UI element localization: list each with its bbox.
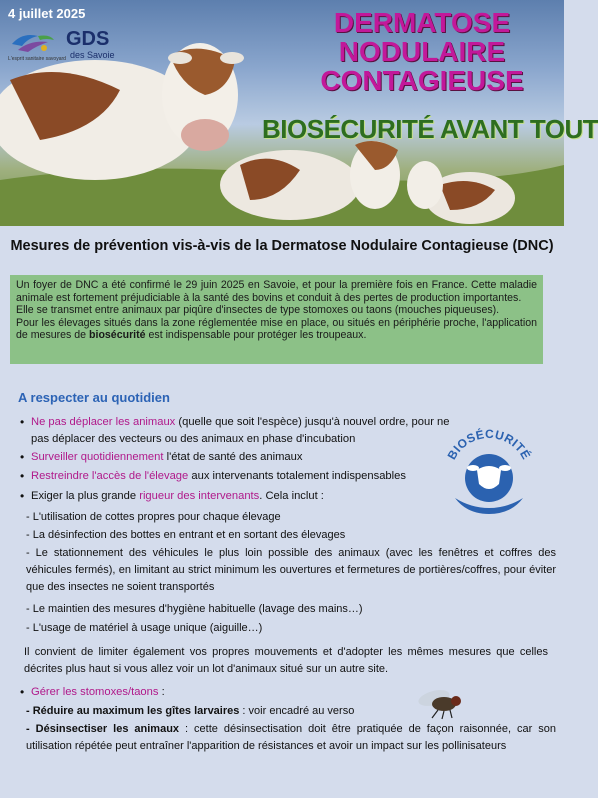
fly-icon: [412, 684, 464, 720]
section-heading: A respecter au quotidien: [18, 390, 170, 405]
bullet-1-line-2: pas déplacer des vecteurs ou des animaux en phase d'incubation: [31, 433, 356, 445]
intro-box: [10, 275, 543, 364]
rule-bottes: - La désinfection des bottes en entrant et en sortant des élevages: [26, 529, 346, 541]
stomoxes-title: Gérer les stomoxes/taons: [31, 686, 159, 698]
bullet-4-text: [31, 488, 324, 504]
rule-gites-bold: - Réduire au maximum les gîtes larvaires: [26, 705, 240, 717]
bullet-3-text: [31, 468, 406, 484]
bullet-3-rest: aux intervenants totalement indispensables: [188, 470, 406, 482]
logo-savoie-text: des Savoie: [70, 50, 115, 60]
title-line-1: DERMATOSE: [333, 7, 511, 38]
bullet-2-highlight: Surveiller quotidiennement: [31, 451, 164, 463]
stomoxes-heading: [31, 684, 165, 700]
bullet-3-highlight: Restreindre l'accès de l'élevage: [31, 470, 189, 482]
gds-logo-icon: [8, 30, 56, 56]
title-line-3: CONTAGIEUSE: [320, 65, 524, 96]
intro-p3-start: Pour les élevages situés dans la zone réglementée mise en place, ou situés en périphérie proche, l'application de mesures de: [16, 316, 537, 342]
rule-gites-rest: : voir encadré au verso: [239, 705, 355, 717]
bullet-4-end: . Cela inclut :: [259, 490, 324, 502]
intro-p3-bold: biosécurité: [89, 329, 146, 342]
header-banner: [0, 0, 598, 226]
stomoxes-colon: :: [158, 686, 165, 698]
document-subtitle: Mesures de prévention vis-à-vis de la Dermatose Nodulaire Contagieuse (DNC): [10, 238, 554, 254]
biosecurity-badge-icon: [437, 418, 541, 518]
slogan: BIOSÉCURITÉ AVANT TOUT: [262, 114, 598, 144]
main-title: [302, 8, 542, 95]
bullet-icon: •: [20, 415, 25, 429]
bullet-icon: •: [20, 450, 25, 464]
rule-hygiene: - Le maintien des mesures d'hygiène habituelle (lavage des mains…): [26, 603, 363, 615]
rule-vehicules: - Le stationnement des véhicules le plus loin possible des animaux (avec les fenêtres et coffres des véhicules fermés), en limitant au strict minimum les ouvertures et fermetures de portières/coffres, pour éviter que des insectes ne soient transportés: [26, 547, 556, 593]
bullet-1-highlight: Ne pas déplacer les animaux: [31, 416, 176, 428]
rule-materiel: - L'usage de matériel à usage unique (aiguille…): [26, 622, 263, 634]
intro-paragraph-3: [16, 317, 537, 342]
rule-cottes: - L'utilisation de cottes propres pour chaque élevage: [26, 511, 281, 523]
rule-desinsectiser: [26, 721, 556, 755]
logo-tagline: L'esprit sanitaire savoyard: [8, 56, 66, 62]
rule-gites: [26, 703, 354, 720]
bullet-icon: •: [20, 469, 25, 483]
bullet-4-start: Exiger la plus grande: [31, 490, 140, 502]
badge-text: BIOSÉCURITÉ: [444, 426, 534, 463]
intro-p3-end: est indispensable pour protéger les troupeaux.: [145, 329, 367, 342]
bullet-4-highlight: rigueur des intervenants: [139, 490, 260, 502]
title-line-2: NODULAIRE: [338, 36, 506, 67]
bullet-1-rest: (quelle que soit l'espèce) jusqu'à nouvel ordre, pour ne: [175, 416, 450, 428]
convient-paragraph: Il convient de limiter également vos propres mouvements et d'adopter les mêmes mesures que celles décrites plus haut si vous allez voir un lot d'animaux situé sur un autre site.: [24, 646, 548, 675]
bullet-icon: •: [20, 685, 25, 699]
intro-paragraph-1: Un foyer de DNC a été confirmé le 29 juin 2025 en Savoie, et pour la première fois en France. Cette maladie animale est fortement préjudiciable à la santé des bovins et conduit à des pertes de production importantes.: [16, 279, 537, 304]
bullet-2-text: [31, 449, 302, 465]
bullet-2-rest: l'état de santé des animaux: [163, 451, 303, 463]
rule-desinsectiser-rest: : cette désinsectisation doit être pratiquée de façon raisonnée, car son utilisation répétée peut entraîner l'apparition de résistances et avoir un impact sur les pollinisateurs: [26, 723, 556, 752]
date: 4 juillet 2025: [8, 6, 86, 21]
bullet-1-line-1: [31, 414, 449, 430]
bullet-icon: •: [20, 489, 25, 503]
gds-logo: [6, 26, 126, 66]
logo-gds-text: GDS: [66, 28, 110, 50]
intro-paragraph-2: Elle se transmet entre animaux par piqûre d'insectes de type stomoxes ou taons (mouches piqueuses).: [16, 304, 500, 317]
rule-desinsectiser-bold: - Désinsectiser les animaux: [26, 723, 180, 735]
